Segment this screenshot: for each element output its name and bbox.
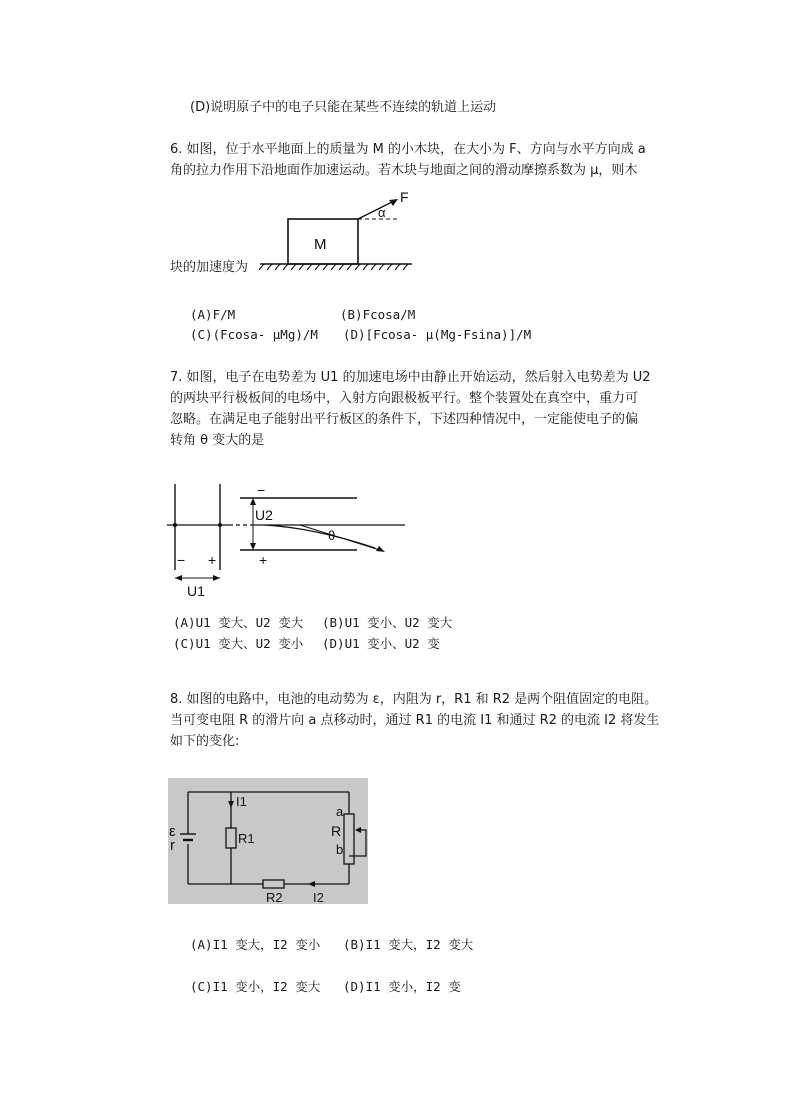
q7-option-a[interactable]: (A)U1 变大、U2 变大 <box>173 615 304 630</box>
q8-circuit-figure <box>168 778 368 904</box>
u2-arrow-bottom <box>250 543 256 550</box>
block-mass-label: M <box>314 236 327 253</box>
r2-label: R2 <box>266 890 283 905</box>
q6-option-a[interactable]: (A)F/M <box>190 307 236 322</box>
q8-option-a[interactable]: (A)I1 变大，I2 变小 <box>190 937 321 952</box>
i1-label: I1 <box>236 794 247 809</box>
theta-label: θ <box>328 528 336 543</box>
u1-label: U1 <box>187 583 205 599</box>
r1-label: R1 <box>238 831 255 846</box>
q6-stem-line3: 块的加速度为 <box>170 260 249 275</box>
right-plate-plus: + <box>208 552 217 568</box>
q7-stem-line3: 忽略。在满足电子能射出平行板区的条件下，下述四种情况中，一定能使电子的偏 <box>170 412 639 427</box>
u2-arrow-top <box>250 498 256 505</box>
q7-option-b[interactable]: (B)U1 变小、U2 变大 <box>322 615 453 630</box>
emf-label: ε <box>169 823 176 840</box>
point-b-label: b <box>336 842 344 857</box>
ground-hatch <box>259 264 408 270</box>
q8-option-c[interactable]: (C)I1 变小，I2 变大 <box>190 979 321 994</box>
q8-option-d[interactable]: (D)I1 变小，I2 变 <box>343 979 461 994</box>
rheostat-label: R <box>331 823 342 839</box>
hole-right <box>218 523 222 527</box>
hole-left <box>173 523 177 527</box>
point-a-label: a <box>336 804 344 819</box>
top-plate-minus: − <box>257 482 266 498</box>
i2-label: I2 <box>313 890 324 905</box>
q6-stem-line2: 角的拉力作用下沿地面作加速运动。若木块与地面之间的滑动摩擦系数为 μ，则木 <box>170 163 638 178</box>
u1-arrow-left <box>175 575 182 581</box>
q6-option-d[interactable]: (D)[Fcosa- μ(Mg-Fsina)]/M <box>343 327 532 342</box>
deflection-curve <box>265 525 375 548</box>
u2-label: U2 <box>255 507 273 523</box>
q5-option-d: (D)说明原子中的电子只能在某些不连续的轨道上运动 <box>190 100 497 115</box>
q8-stem-line2: 当可变电阻 R 的滑片向 a 点移动时，通过 R1 的电流 I1 和通过 R2 的电流 I2 将发生 <box>170 713 660 728</box>
q6-option-c[interactable]: (C)(Fcosa- μMg)/M <box>190 327 318 342</box>
q7-figure <box>165 482 410 602</box>
q7-option-d[interactable]: (D)U1 变小、U2 变 <box>322 636 440 651</box>
angle-label: α <box>378 205 386 220</box>
q7-stem-line1: 7. 如图，电子在电势差为 U1 的加速电场中由静止开始运动，然后射入电势差为 U2 <box>170 370 651 385</box>
q6-option-b[interactable]: (B)Fcosa/M <box>340 307 416 322</box>
deflection-arrowhead <box>376 546 385 552</box>
q6-stem-line1: 6. 如图，位于水平地面上的质量为 M 的小木块，在大小为 F、方向与水平方向成 a <box>170 142 646 157</box>
r2-resistor <box>263 880 284 888</box>
tangent-line <box>300 525 383 551</box>
q7-stem-line2: 的两块平行极板间的电场中，入射方向跟极板平行。整个装置处在真空中，重力可 <box>170 391 639 406</box>
u1-arrow-right <box>213 575 220 581</box>
r1-resistor <box>226 828 236 848</box>
q8-stem-line1: 8. 如图的电路中，电池的电动势为 ε，内阻为 r，R1 和 R2 是两个阻值固定的电阻。 <box>170 692 658 707</box>
q7-option-c[interactable]: (C)U1 变大、U2 变小 <box>173 636 304 651</box>
force-arrow <box>358 200 396 219</box>
internal-resistance-label: r <box>170 837 175 854</box>
force-label: F <box>400 189 409 205</box>
q8-option-b[interactable]: (B)I1 变大，I2 变大 <box>343 937 474 952</box>
bottom-plate-plus: + <box>259 552 268 568</box>
q8-stem-line3: 如下的变化: <box>170 734 240 749</box>
left-plate-minus: − <box>177 552 186 568</box>
q6-figure <box>258 188 418 270</box>
q7-stem-line4: 转角 θ 变大的是 <box>170 433 265 448</box>
